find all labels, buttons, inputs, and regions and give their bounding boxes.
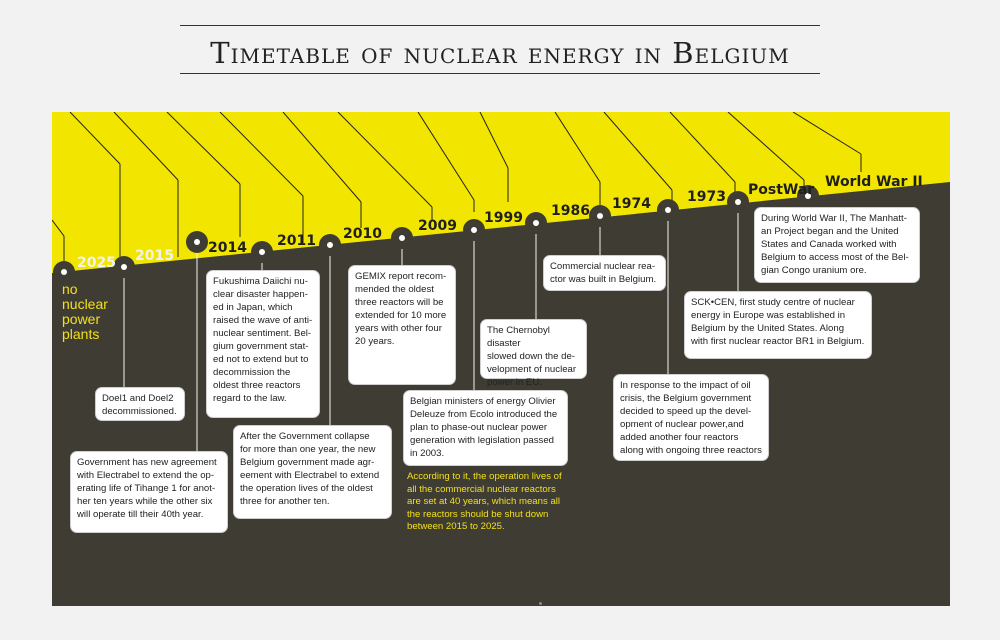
event-text-line: plan to phase-out nuclear power <box>410 422 548 433</box>
event-text-line: years with other four <box>355 323 442 334</box>
event-text-line: During World War II, The Manhatt- <box>761 213 907 224</box>
event-text-line: added another four reactors <box>620 432 739 443</box>
event-text-line: raised the wave of anti- <box>213 315 313 326</box>
event-text-line: will operate till their 40th year. <box>77 509 204 520</box>
event-text-line: oldest three reactors <box>213 380 301 391</box>
event-box-postwar <box>684 291 872 359</box>
year-label-1999: 1999 <box>484 210 523 226</box>
event-box-2009 <box>403 390 568 466</box>
event-text-line: decommissioned. <box>102 406 177 417</box>
title-top-rule <box>180 25 820 26</box>
event-text-line: for more than one year, the new <box>240 444 376 455</box>
event-text-line: slowed down the de- <box>487 351 575 362</box>
event-text-line: In response to the impact of oil <box>620 380 751 391</box>
event-text-line: 20 years. <box>355 336 395 347</box>
event-text-line: The Chernobyl disaster <box>487 325 550 349</box>
event-text-line: gian Congo uranium ore. <box>761 265 867 276</box>
event-text-line: in 2003. <box>410 448 445 459</box>
event-text-line: Doel1 and Doel2 <box>102 393 174 404</box>
year-label-1986: 1986 <box>551 203 590 219</box>
year-marker-center <box>399 235 405 241</box>
event-text-line: her ten years while the other six <box>77 496 213 507</box>
note-text-line: are set at 40 years, which means all <box>407 496 561 507</box>
event-text-line: SCK•CEN, first study centre of nuclear <box>691 297 855 308</box>
event-text-line: regard to the law. <box>213 393 287 404</box>
event-text-line: decommission the <box>213 367 291 378</box>
event-box-2015-doel <box>95 387 185 421</box>
event-text-line: Belgium government made agr- <box>240 457 375 468</box>
page-title: Timetable of nuclear energy in Belgium <box>210 36 790 70</box>
event-text-line: Belgian ministers of energy Olivier <box>410 396 556 407</box>
event-text-line: GEMIX report recom- <box>355 271 447 282</box>
year-marker-center <box>61 269 67 275</box>
event-text-line: extended for 10 more <box>355 310 447 321</box>
no-power-line: plants <box>62 326 100 342</box>
year-marker-center <box>665 207 671 213</box>
year-marker-center <box>471 227 477 233</box>
event-text-line: Belgium by the United States. Along <box>691 323 845 334</box>
year-marker-center <box>121 264 127 270</box>
event-text-line: decided to speed up the devel- <box>620 406 752 417</box>
timeline-panel <box>52 112 950 606</box>
note-text-line: the reactors should be shut down <box>407 508 549 520</box>
year-marker-center <box>533 220 539 226</box>
year-marker-center <box>327 242 333 248</box>
event-text-line: generation with legislation passed <box>410 435 554 446</box>
note-2003-law <box>407 471 577 534</box>
no-power-line: no <box>62 281 78 297</box>
note-text-line: According to it, the operation lives of <box>407 471 562 482</box>
event-box-ww2 <box>754 207 920 283</box>
event-text-line: Fukushima Daiichi nu- <box>213 276 308 287</box>
event-text-line: three for another ten. <box>240 496 330 507</box>
no-power-label <box>62 282 108 342</box>
event-text-line: After the Government collapse <box>240 431 370 442</box>
year-label-1974: 1974 <box>612 196 651 212</box>
no-power-line: power <box>62 311 101 327</box>
year-label-2015: 2015 <box>135 248 174 264</box>
event-text-line: energy in Europe was established in <box>691 310 846 321</box>
event-text-line: gium government stat- <box>213 341 309 352</box>
event-text-line: velopment of nuclear <box>487 364 577 375</box>
event-text-line: ed not to extend but to <box>213 354 309 365</box>
event-text-line: ctor was built in Belgium. <box>550 274 657 285</box>
event-box-2015-government <box>70 451 228 533</box>
event-text-line: power in EU. <box>487 377 542 388</box>
title-bottom-rule <box>180 73 820 74</box>
year-marker-center <box>194 239 200 245</box>
event-text-line: erating life of Tihange 1 for anot- <box>77 483 216 494</box>
year-marker-center <box>735 199 741 205</box>
event-text-line: States and Canada worked with <box>761 239 897 250</box>
event-text-line: Deleuze from Ecolo introduced the <box>410 409 558 420</box>
event-text-line: opment of nuclear power,and <box>620 419 744 430</box>
year-label-2011: 2011 <box>277 233 316 249</box>
year-marker-center <box>597 213 603 219</box>
center-dot <box>539 602 542 605</box>
event-text-line: eement with Electrabel to extend <box>240 470 380 481</box>
year-label-ww2: World War II <box>825 174 923 190</box>
event-text-line: three reactors will be <box>355 297 444 308</box>
note-text-line: all the commercial nuclear reactors <box>407 483 556 495</box>
event-text-line: ed in Japan, which <box>213 302 293 313</box>
event-text-line: nuclear sentiment. Bel- <box>213 328 312 339</box>
event-text-line: mended the oldest <box>355 284 434 295</box>
event-text-line: Belgium to access most of the Bel- <box>761 252 909 263</box>
event-text-line: crisis, the Belgium government <box>620 393 752 404</box>
year-label-postwar: PostWar <box>748 182 815 198</box>
year-label-1973: 1973 <box>687 189 726 205</box>
event-box-1973 <box>613 374 769 461</box>
year-label-2014: 2014 <box>208 240 247 256</box>
year-label-2025: 2025 <box>77 255 116 271</box>
year-marker-center <box>259 249 265 255</box>
event-text-line: with first nuclear reactor BR1 in Belgium. <box>691 336 865 347</box>
event-text-line: Government has new agreement <box>77 457 217 468</box>
event-text-line: the operation lives of the oldest <box>240 483 373 494</box>
event-box-2014 <box>206 270 320 418</box>
event-box-2011 <box>233 425 392 519</box>
year-label-2010: 2010 <box>343 226 382 242</box>
no-power-line: nuclear <box>62 296 108 312</box>
note-text-line: between 2015 to 2025. <box>407 521 505 532</box>
event-text-line: Commercial nuclear rea- <box>550 261 656 272</box>
event-text-line: clear disaster happen- <box>213 289 308 300</box>
event-text-line: along with ongoing three reactors <box>620 445 762 456</box>
year-label-2009: 2009 <box>418 218 457 234</box>
event-box-2010 <box>348 265 456 385</box>
event-box-1986 <box>543 255 666 291</box>
event-text-line: an Project began and the United <box>761 226 899 237</box>
event-text-line: with Electrabel to extend the op- <box>77 470 215 481</box>
event-box-1999 <box>480 319 587 388</box>
